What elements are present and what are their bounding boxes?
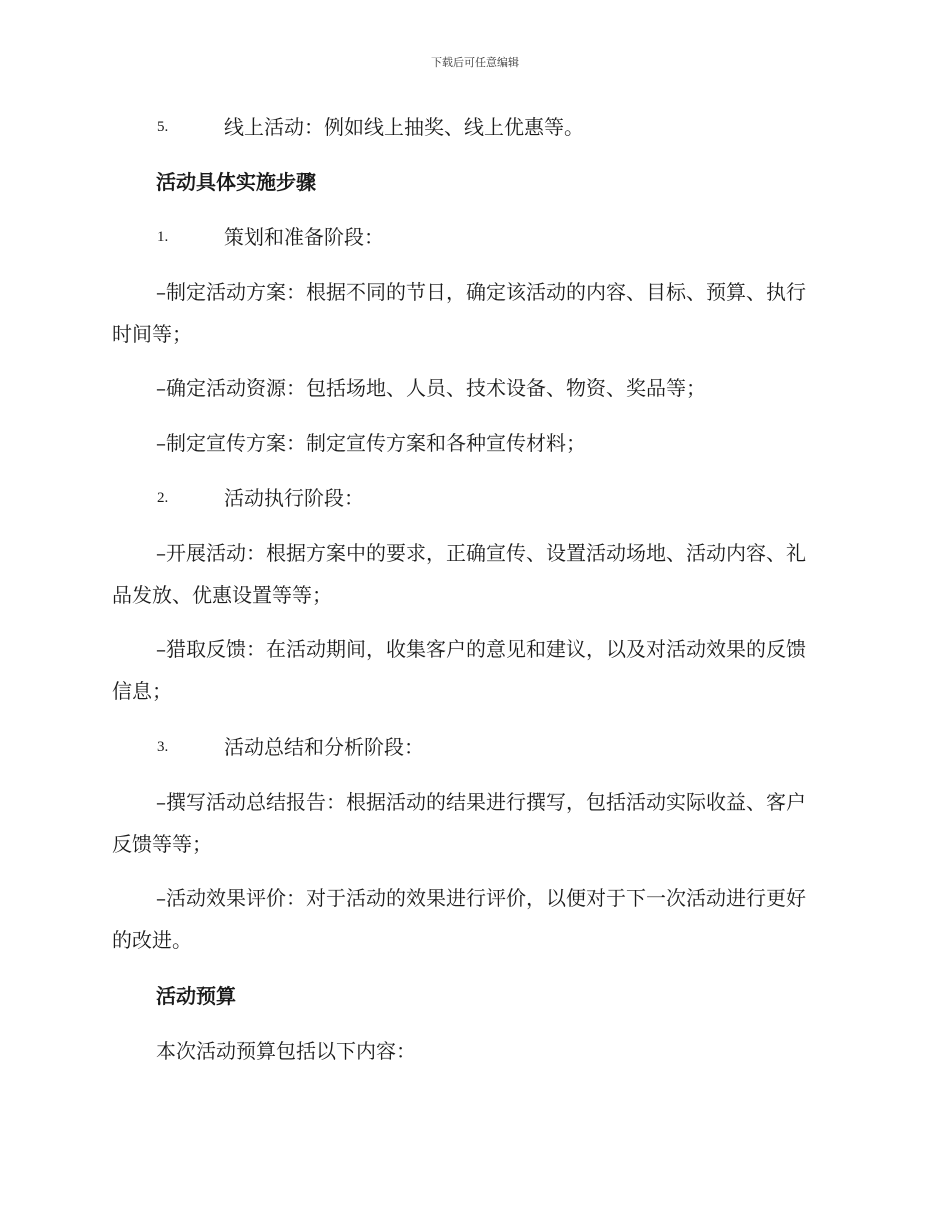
list-number: 3. <box>157 739 169 755</box>
bullet-paragraph: –开展活动：根据方案中的要求，正确宣传、设置活动场地、活动内容、礼品发放、优惠设置等等； <box>112 541 806 607</box>
page-header: 下载后可任意编辑 <box>431 56 519 69</box>
list-item-title: 活动总结和分析阶段： <box>224 735 424 759</box>
list-number: 2. <box>157 490 169 506</box>
bullet-paragraph: –确定活动资源：包括场地、人员、技术设备、物资、奖品等； <box>156 376 706 400</box>
bullet-paragraph: –制定宣传方案：制定宣传方案和各种宣传材料； <box>156 431 586 455</box>
list-number: 1. <box>157 229 169 245</box>
section-heading: 活动具体实施步骤 <box>156 170 316 194</box>
paragraph-text: 本次活动预算包括以下内容： <box>156 1039 416 1063</box>
bullet-paragraph: –撰写活动总结报告：根据活动的结果进行撰写，包括活动实际收益、客户反馈等等； <box>112 790 806 856</box>
bullet-paragraph: –猎取反馈：在活动期间，收集客户的意见和建议，以及对活动效果的反馈信息； <box>112 637 806 703</box>
bullet-paragraph: –制定活动方案：根据不同的节日，确定该活动的内容、目标、预算、执行时间等； <box>112 280 806 346</box>
list-item-text: 线上活动：例如线上抽奖、线上优惠等。 <box>224 115 584 139</box>
list-number: 5. <box>157 119 169 135</box>
list-item-title: 策划和准备阶段： <box>224 225 384 249</box>
section-heading: 活动预算 <box>156 984 236 1008</box>
bullet-paragraph: –活动效果评价：对于活动的效果进行评价，以便对于下一次活动进行更好的改进。 <box>112 886 806 952</box>
list-item-title: 活动执行阶段： <box>224 486 364 510</box>
